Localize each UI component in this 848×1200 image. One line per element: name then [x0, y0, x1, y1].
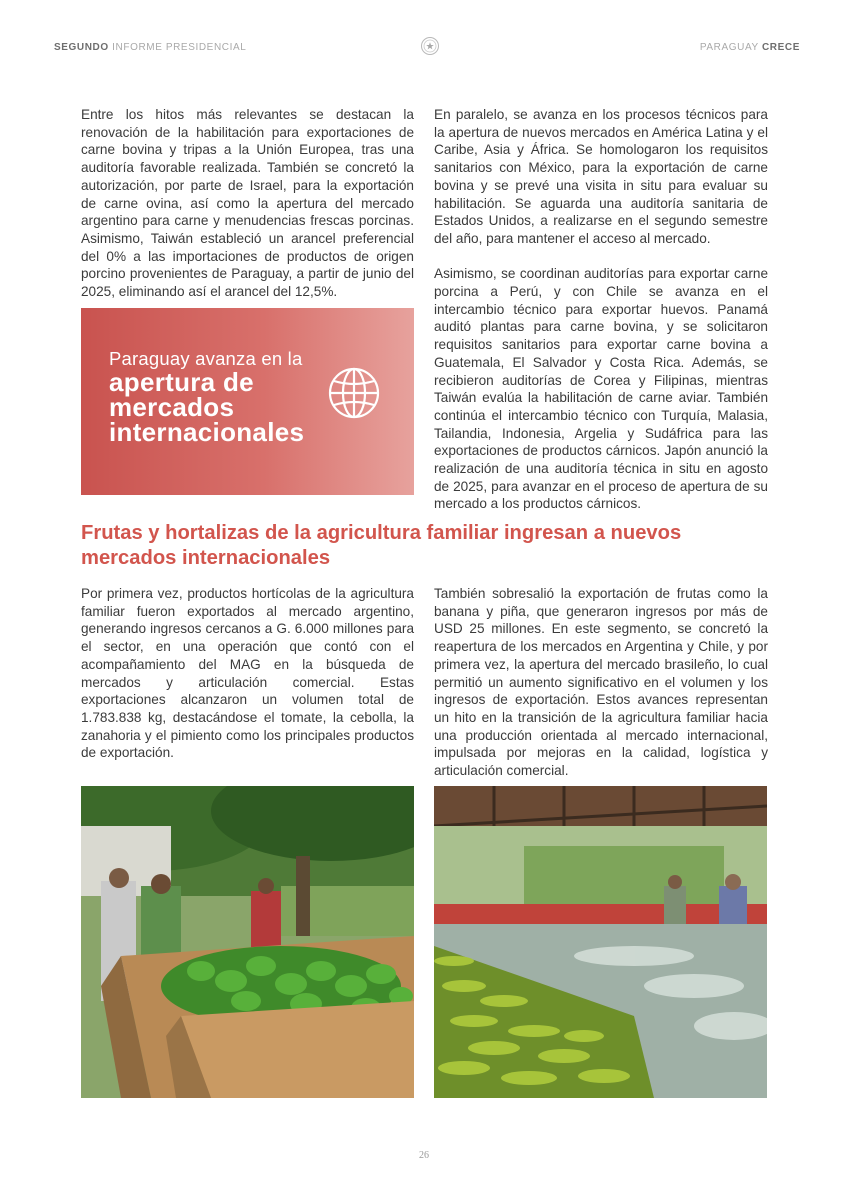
- banner-subtitle: Paraguay avanza en la: [109, 348, 303, 369]
- photo-bananas: [434, 786, 767, 1098]
- header-right-bold: CRECE: [761, 42, 800, 53]
- header-right-light: PARAGUAY: [699, 42, 759, 53]
- banner-title-line3: internacionales: [109, 417, 305, 447]
- banner-title-line2: mercados: [109, 392, 235, 422]
- paragraph-new-markets: En paralelo, se avanza en los procesos técnicos para la apertura de nuevos mercados en América Latina y el Caribe, Asia y África. Se homologaron los requisitos sanitarios con México, para la exportación de carne bovina y se prevé una visita in situ para evaluar su habilitación. Se aguarda una auditoría sanitaria de Estados Unidos, a realizarse en el segundo semestre del año, para mantener el acceso al mercado.: [434, 107, 768, 246]
- column-right-top: [434, 106, 768, 513]
- page-number: 26: [419, 1150, 429, 1161]
- globe-icon: [327, 366, 381, 420]
- national-seal-icon: [420, 36, 440, 56]
- paragraph-horticulture: Por primera vez, productos hortícolas de la agricultura familiar fueron exportados al mercado argentino, generando ingresos cercanos a G. 6.000 millones para el sector, en una operación que contó con el acompañamiento del MAG en la búsqueda de mercados y articulación comercial. Estas exportaciones alcanzaron un volumen total de 1.783.838 kg, destacándose el tomate, la cebolla, la zanahoria y el pimiento como los principales productos de exportación.: [81, 586, 414, 761]
- header-left: [54, 42, 246, 53]
- section-title: Frutas y hortalizas de la agricultura familiar ingresan a nuevos mercados internacionales: [81, 522, 682, 569]
- page-header: [54, 42, 800, 56]
- banner-title-line1: apertura de: [109, 367, 254, 397]
- column-left-bottom: [81, 585, 414, 762]
- paragraph-audits: Asimismo, se coordinan auditorías para exportar carne porcina a Perú, y con Chile se avanza en el intercambio técnico para exportar huevos. Panamá auditó plantas para carne bovina, y se solicitaron requisitos sanitarios para exportar carne bovina a Guatemala, El Salvador y Costa Rica. Además, se recibieron auditorías de Corea y Filipinas, mientras Taiwán evalúa la habilitación de carne aviar. También continúa el intercambio técnico con Turquía, Malasia, Tailandia, Indonesia, Argelia y Sudáfrica para las exportaciones de productos cárnicos. Japón anunció la realización de una auditoría técnica in situ en agosto de 2025, para avanzar en el proceso de apertura de su mercado a los productos cárnicos.: [434, 266, 768, 512]
- header-right: [700, 42, 800, 53]
- header-left-light: INFORME PRESIDENCIAL: [112, 42, 247, 53]
- paragraph-fruits: También sobresalió la exportación de frutas como la banana y piña, que generaron ingresos por más de USD 25 millones. En este segmento, se concretó la reapertura de los mercados en Argentina y Chile, y por primera vez, la apertura del mercado brasileño, lo cual permitió un aumento significativo en el volumen y los ingresos de exportación. Estos avances representan un hito en la transición de la agricultura familiar hacia una producción orientada al mercado internacional, impulsada por mejoras en la calidad, logística y articulación comercial.: [434, 586, 768, 779]
- banner-title: [109, 367, 305, 447]
- column-right-bottom: [434, 585, 768, 780]
- header-left-bold: SEGUNDO: [54, 42, 109, 53]
- column-left-top: [81, 106, 414, 301]
- paragraph-export-milestones: Entre los hitos más relevantes se destacan la renovación de la habilitación para exportaciones de carne bovina y tripas a la Unión Europea, tras una auditoría favorable realizada. También se concretó la autorización, por parte de Israel, para la exportación de carne ovina, así como la apertura del mercado argentino para carne y menudencias frescas porcinas. Asimismo, Taiwán estableció un arancel preferencial del 0% a las importaciones de productos de origen porcino provenientes de Paraguay, a partir de junio del 2025, eliminando así el arancel del 12,5%.: [81, 107, 414, 300]
- photo-peppers: [81, 786, 414, 1098]
- callout-banner: [81, 308, 414, 495]
